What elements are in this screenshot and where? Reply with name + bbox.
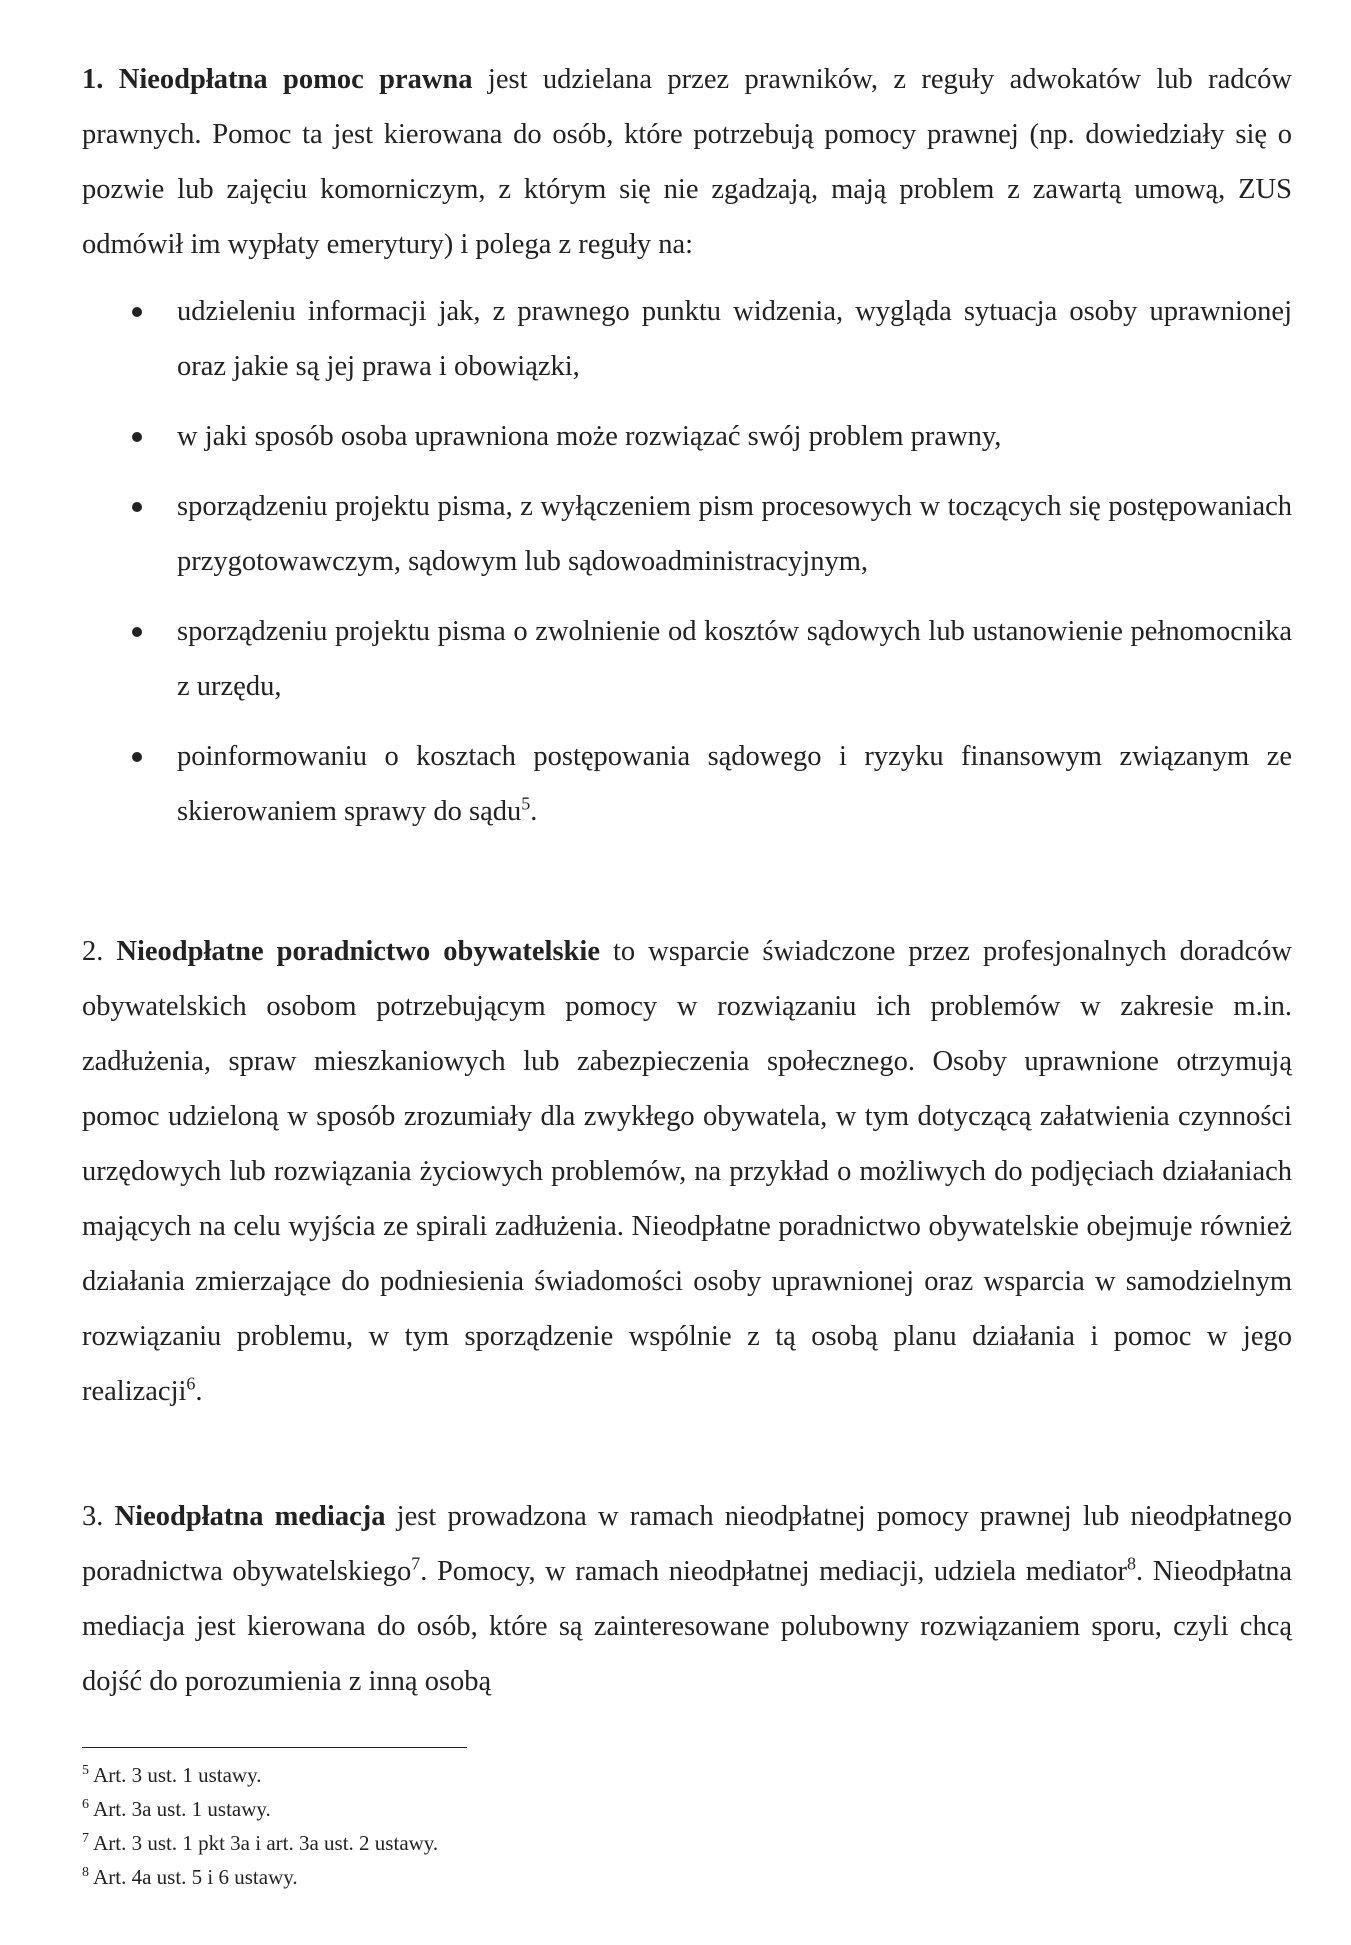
bullet-icon [132,307,142,317]
footnote [82,1826,1182,1860]
section-gap [82,854,1292,924]
bullet-icon [132,752,142,762]
footnotes [82,1747,1182,1894]
section-3-text-c: . Nieodpłatna mediacja jest kierowana do osób, które są zainteresowane polubowny rozwiązaniem sporu, czyli chcą dojść do porozumienia z inną osobą [82,1556,1292,1697]
list-item-text: sporządzeniu projektu pisma, z wyłączeniem pism procesowych w toczących się postępowaniach przygotowawczym, sądowym lub sądowoadministracyjnym, [177,491,1292,577]
section-1-text: jest udzielana przez prawników, z reguły adwokatów lub radców prawnych. Pomoc ta jest kierowana do osób, które potrzebują pomocy prawnej (np. dowiedziały się o pozwie lub zajęciu komorniczym, z którym się nie zgadzają, mają problem z zawartą umową, ZUS odmówił im wypłaty emerytury) i polega z reguły na: [82,64,1292,260]
section-2-end: . [195,1376,203,1407]
section-3-title: Nieodpłatna mediacja [114,1501,386,1532]
section-2-paragraph [82,924,1292,1419]
list-item [82,729,1292,839]
section-3-text-a: jest prowadzona w ramach nieodpłatnej pomocy prawnej lub nieodpłatnego poradnictwa obywatelskiego [82,1501,1293,1587]
section-2-number: 2. [82,936,104,967]
bullet-icon [132,502,142,512]
section-1-bullet-list [82,284,1292,839]
footnote-separator [82,1747,467,1748]
footnote-text: Art. 3a ust. 1 ustawy. [89,1797,271,1821]
list-item [82,604,1292,714]
footnote-text: Art. 4a ust. 5 i 6 ustawy. [89,1865,298,1889]
list-item-text: poinformowaniu o kosztach postępowania sądowego i ryzyku finansowym związanym ze skierowaniem sprawy do sądu [177,741,1292,827]
document-body [82,52,1292,1709]
section-3-paragraph [82,1489,1292,1709]
footnote [82,1792,1182,1826]
footnote-number: 8 [82,1865,89,1880]
footnote-text: Art. 3 ust. 1 ustawy. [89,1763,262,1787]
list-item [82,409,1292,464]
section-3-text-b: . Pomocy, w ramach nieodpłatnej mediacji, udziela mediator [420,1556,1128,1587]
list-item-text: sporządzeniu projektu pisma o zwolnienie od kosztów sądowych lub ustanowienie pełnomocnika z urzędu, [177,616,1292,702]
footnote-ref-7[interactable]: 7 [411,1553,421,1574]
footnote [82,1758,1182,1792]
bullet-icon [132,432,142,442]
footnote-ref-5[interactable]: 5 [521,793,531,814]
footnote-ref-6[interactable]: 6 [186,1373,196,1394]
section-1-title: Nieodpłatna pomoc prawna [118,64,473,95]
list-item-text: w jaki sposób osoba uprawniona może rozwiązać swój problem prawny, [177,421,1002,452]
footnote-text: Art. 3 ust. 1 pkt 3a i art. 3a ust. 2 ustawy. [89,1831,439,1855]
section-gap [82,1419,1292,1489]
section-2-text: to wsparcie świadczone przez profesjonalnych doradców obywatelskich osobom potrzebującym pomocy w rozwiązaniu ich problemów w zakresie m.in. zadłużenia, spraw mieszkaniowych lub zabezpieczenia społecznego. Osoby uprawnione otrzymują pomoc udzieloną w sposób zrozumiały dla zwykłego obywatela, w tym dotyczącą załatwienia czynności urzędowych lub rozwiązania życiowych problemów, na przykład o możliwych do podjęciach działaniach mających na celu wyjścia ze spirali zadłużenia. Nieodpłatne poradnictwo obywatelskie obejmuje również działania zmierzające do podniesienia świadomości osoby uprawnionej oraz wsparcia w samodzielnym rozwiązaniu problemu, w tym sporządzenie wspólnie z tą osobą planu działania i pomoc w jego realizacji [82,936,1292,1407]
footnote-number: 6 [82,1797,89,1812]
list-item-text: udzieleniu informacji jak, z prawnego punktu widzenia, wygląda sytuacja osoby uprawnionej oraz jakie są jej prawa i obowiązki, [177,296,1292,382]
section-1-paragraph [82,52,1292,272]
section-2-title: Nieodpłatne poradnictwo obywatelskie [116,936,600,967]
footnote-ref-8[interactable]: 8 [1127,1553,1137,1574]
list-item-end: . [530,796,538,827]
section-1-number: 1. [82,64,104,95]
list-item [82,284,1292,394]
footnote-number: 5 [82,1763,89,1778]
section-3-number: 3. [82,1501,104,1532]
footnote [82,1860,1182,1894]
footnote-number: 7 [82,1831,89,1846]
bullet-icon [132,627,142,637]
list-item [82,479,1292,589]
